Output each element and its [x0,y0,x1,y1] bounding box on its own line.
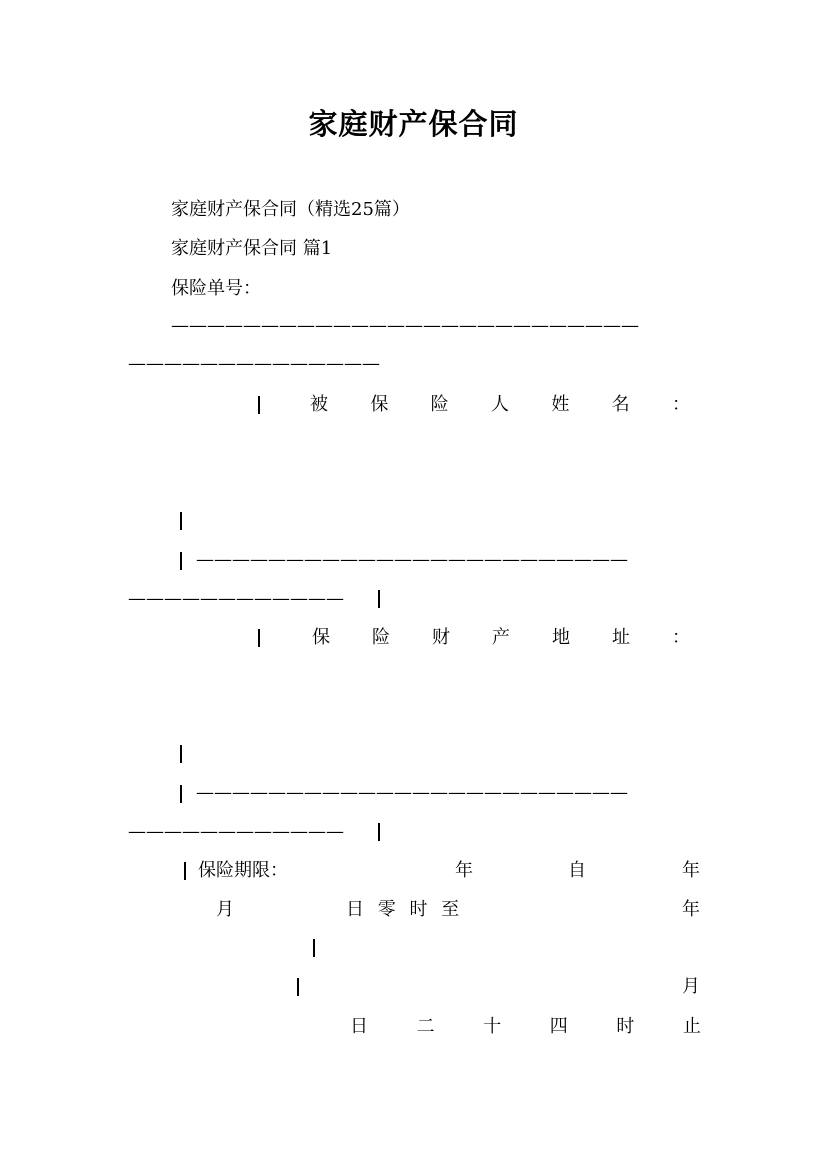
address-char: 址 [612,627,630,648]
period-end-char: 止 [682,1016,701,1037]
insured-name-char: ： [671,394,690,415]
table-border [180,745,182,763]
insured-name-underline-continued: ———————————— [128,588,344,609]
period-year: 年 [682,899,700,920]
insured-name-char: 名 [611,394,630,415]
period-from: 自 [568,860,586,881]
insured-name-label [310,393,690,417]
section-heading: 家庭财产保合同 篇1 [171,238,333,259]
table-border [180,512,182,530]
table-border [313,939,315,957]
insured-name-char: 保 [370,394,389,415]
period-end-char: 四 [549,1016,568,1037]
table-border [258,629,260,647]
period-end-char: 十 [483,1016,502,1037]
period-year: 年 [682,860,700,881]
address-char: ： [672,627,690,648]
policy-number-label: 保险单号： [171,278,261,299]
insured-name-char: 险 [430,394,449,415]
address-underline-continued: ———————————— [128,821,344,842]
table-border [378,823,380,841]
table-border [184,862,186,880]
period-end-line [350,1015,701,1039]
insured-name-char: 人 [490,394,509,415]
address-char: 保 [312,627,330,648]
insured-name-char: 被 [310,394,328,415]
period-year: 年 [455,860,473,881]
subtitle: 家庭财产保合同（精选25篇） [171,199,410,220]
insured-name-char: 姓 [551,394,570,415]
table-border [180,785,182,803]
document-title: 家庭财产保合同 [308,107,519,141]
period-day-zero-hour-to: 日 零 时 至 [346,899,464,920]
period-month: 月 [216,899,234,920]
address-char: 产 [492,627,510,648]
table-border [378,590,380,608]
period-month: 月 [682,976,700,997]
period-end-char: 日 [350,1016,368,1037]
table-border [258,396,260,414]
table-border [180,552,182,570]
insurance-period-label: 保险期限： [198,860,288,881]
table-border [297,978,299,996]
address-underline: ———————————————————————— [196,782,628,803]
property-address-label [312,626,690,650]
address-char: 地 [552,627,570,648]
policy-number-underline-continued: —————————————— [128,353,380,374]
period-end-char: 二 [416,1016,435,1037]
policy-number-underline: —————————————————————————— [171,315,639,336]
insured-name-underline: ———————————————————————— [196,549,628,570]
address-char: 财 [432,627,450,648]
period-end-char: 时 [616,1016,635,1037]
address-char: 险 [372,627,390,648]
